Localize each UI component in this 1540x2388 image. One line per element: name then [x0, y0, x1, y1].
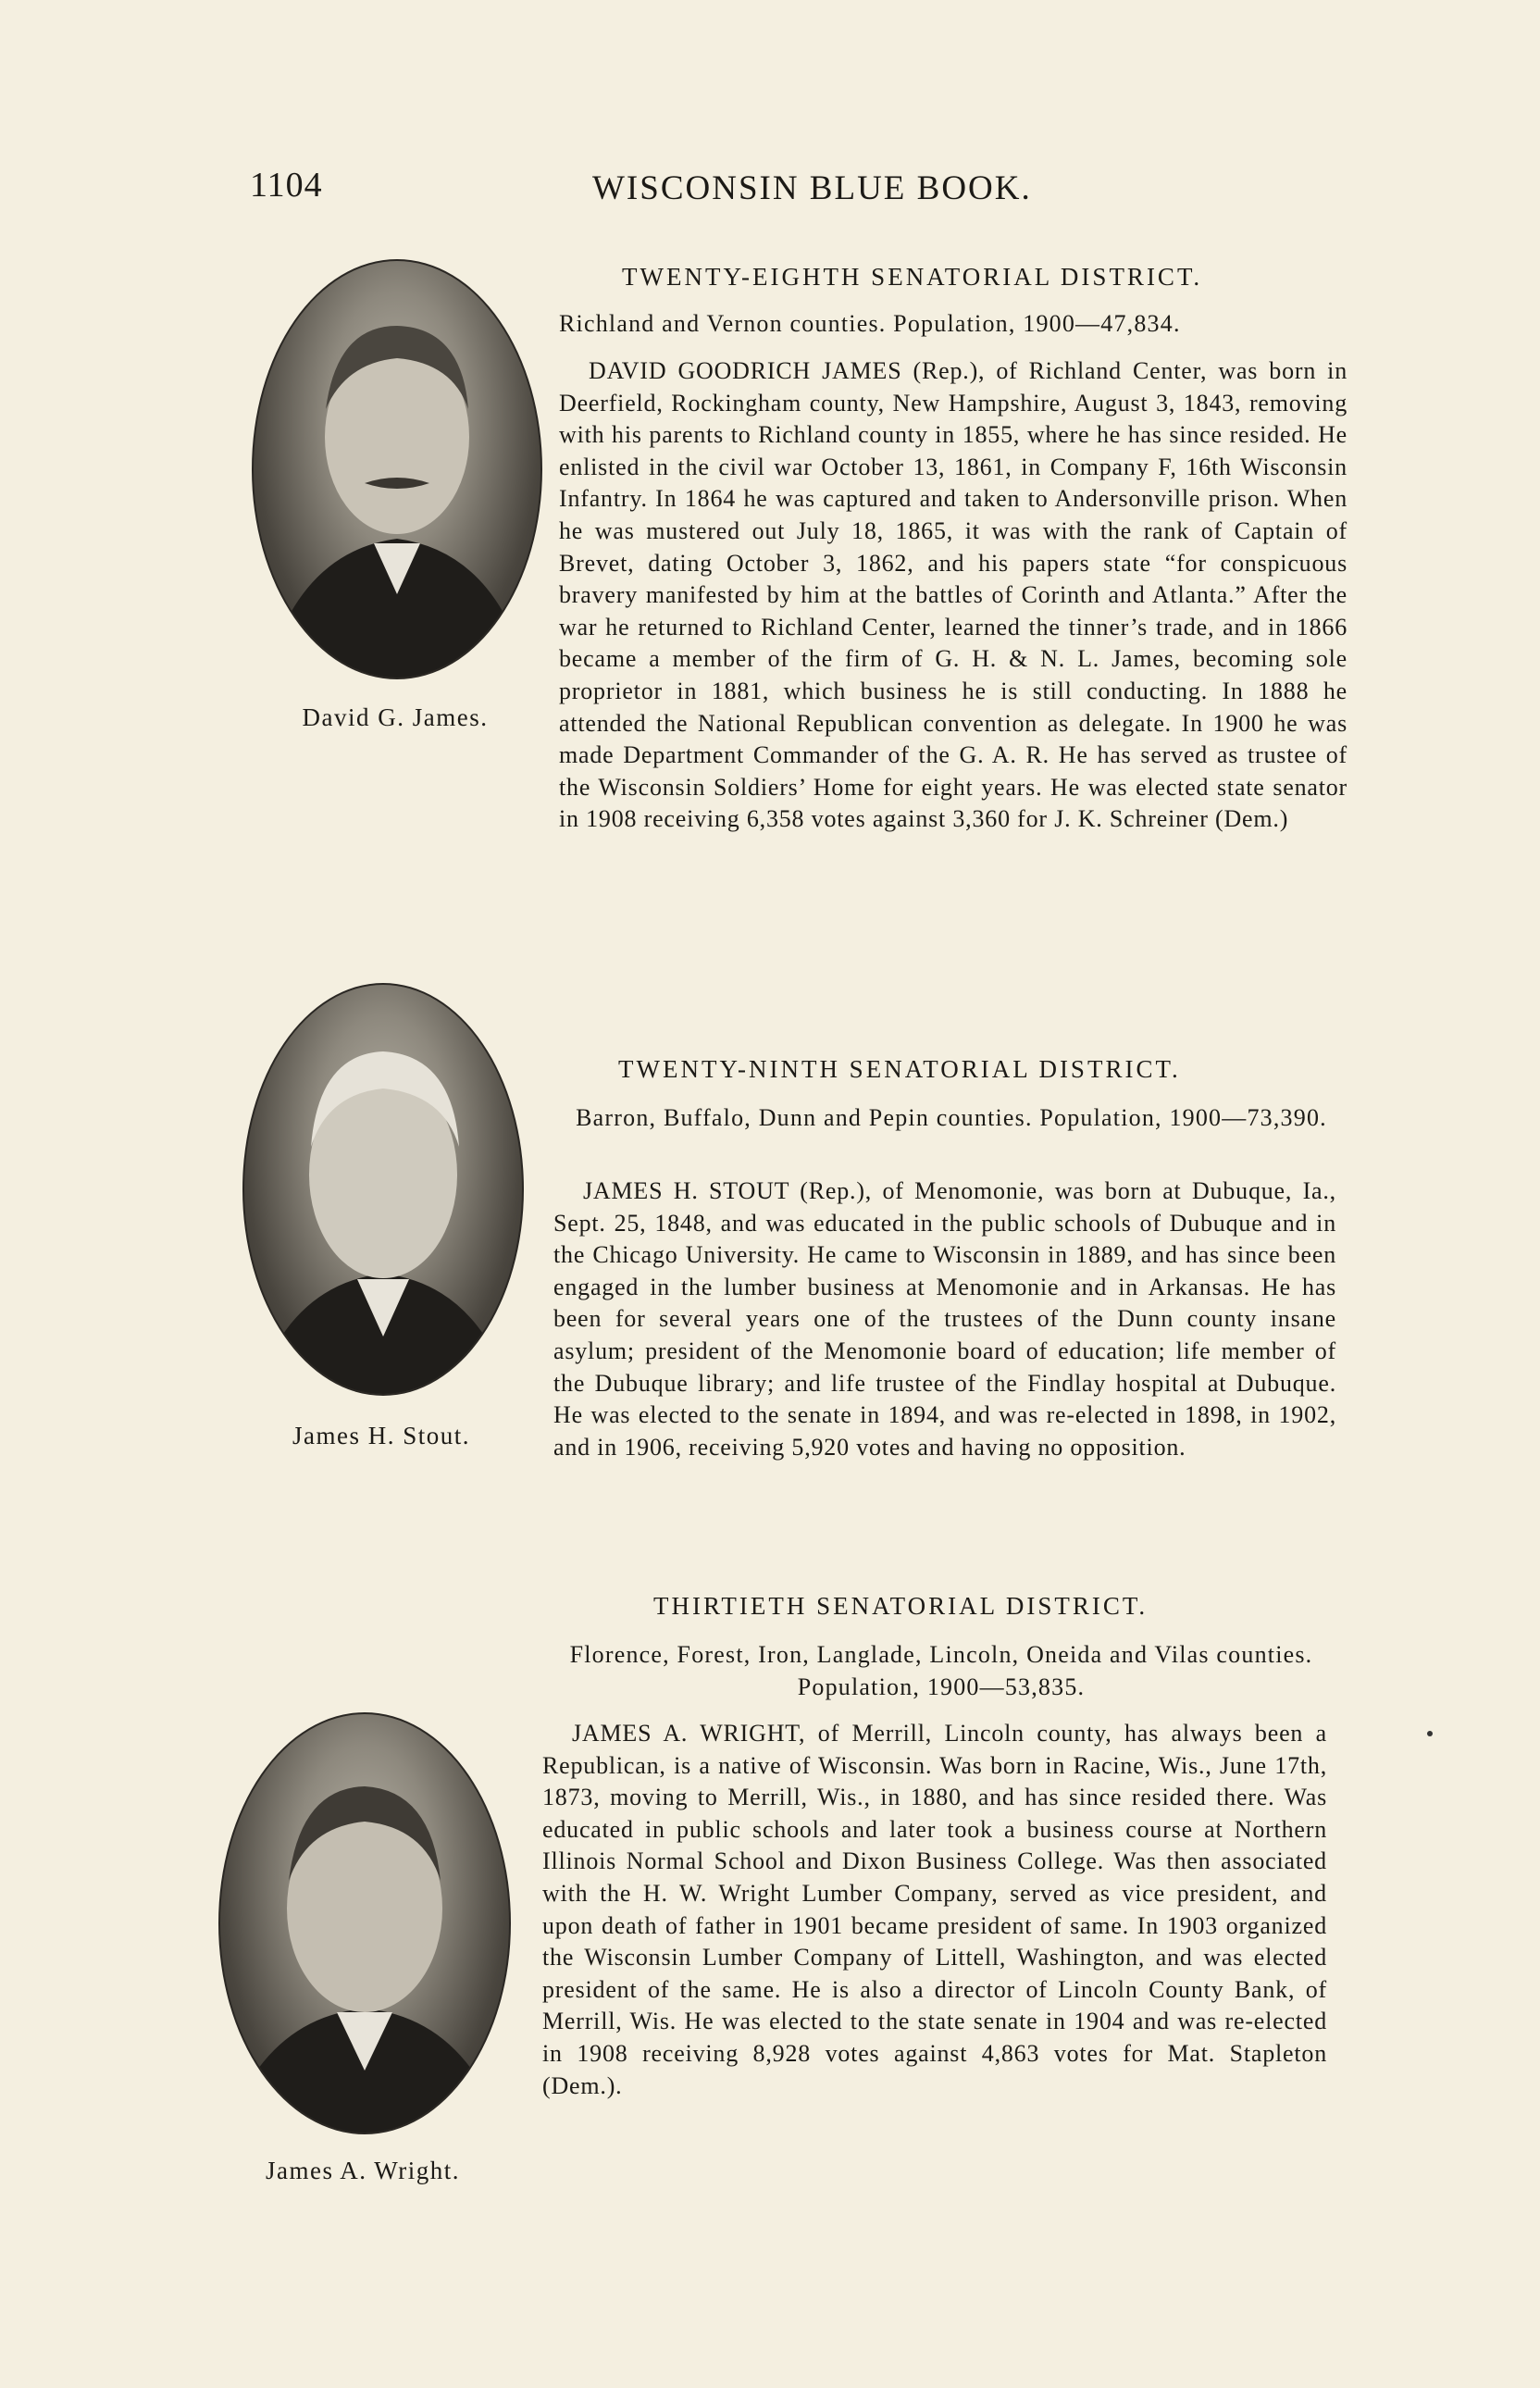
portrait-caption-james-a-wright: James A. Wright.: [266, 2157, 460, 2184]
biography-james-h-stout: JAMES H. STOUT (Rep.), of Menomonie, was born at Dubuque, Ia., Sept. 25, 1848, and was educated in the public schools of Dubuque and in the Chicago University. He came to Wisconsin in 1889, and has since been engaged in the lumber business at Menomonie and in Arkansas. He has been for several years one of the trustees of the Dunn county insane asylum; president of the Menomonie board of education; life member of the Dubuque library; and life trustee of the Findlay hospital at Dubuque. He was elected to the senate in 1894, and was re-elected in 1898, in 1902, and in 1906, receiving 5,920 votes and having no opposition.: [553, 1177, 1336, 1461]
district-counties-28: Richland and Vernon counties. Population, 1900—47,834.: [559, 310, 1181, 337]
portrait-david-g-james: [252, 259, 542, 679]
ink-speck: [1427, 1731, 1433, 1736]
portrait-caption-david-g-james: David G. James.: [302, 703, 489, 731]
portrait-silhouette-icon: [254, 261, 540, 678]
biography-david-g-james: DAVID GOODRICH JAMES (Rep.), of Richland Center, was born in Deerfield, Rockingham county, New Hampshire, August 3, 1843, removing with his parents to Richland county in 1855, where he has since resided. He enlisted in the civil war October 13, 1861, in Company F, 16th Wisconsin Infantry. In 1864 he was captured and taken to Andersonville prison. When he was mustered out July 18, 1865, it was with the rank of Captain of Brevet, dating October 3, 1862, and his papers state “for conspicuous bravery manifested by him at the battles of Corinth and Atlanta.” After the war he returned to Richland Center, learned the tinner’s trade, and in 1866 became a member of the firm of G. H. & N. L. James, becoming sole proprietor in 1881, which business he is still conducting. In 1888 he attended the National Republican convention as delegate. In 1900 he was made Department Commander of the G. A. R. He has served as trustee of the Wisconsin Soldiers’ Home for eight years. He was elected state senator in 1908 receiving 6,358 votes against 3,360 for J. K. Schreiner (Dem.): [559, 357, 1348, 833]
portrait-silhouette-icon: [244, 985, 522, 1394]
district-heading-28: TWENTY-EIGHTH SENATORIAL DISTRICT.: [622, 263, 1203, 291]
district-counties-29: Barron, Buffalo, Dunn and Pepin counties. Population, 1900—73,390.: [576, 1104, 1327, 1131]
portrait-caption-james-h-stout: James H. Stout.: [292, 1422, 470, 1449]
biography-james-a-wright: JAMES A. WRIGHT, of Merrill, Lincoln county, has always been a Republican, is a native of Wisconsin. Was born in Racine, Wis., June 17th, 1873, moving to Merrill, Wis., in 1880, and has since resided there. Was educated in public schools and later took a business course at Northern Illinois Normal School and Dixon Business College. Was then associated with the H. W. Wright Lumber Company, served as vice president, and upon death of father in 1901 became president of same. In 1903 organized the Wisconsin Lumber Company of Littell, Washington, and was elected president of the same. He is also a director of Lincoln County Bank, of Merrill, Wis. He was elected to the state senate in 1904 and was re-elected in 1908 receiving 8,928 votes against 4,863 votes for Mat. Stapleton (Dem.).: [542, 1720, 1327, 2099]
page-number: 1104: [250, 166, 323, 205]
district-counties-30: Florence, Forest, Iron, Langlade, Lincoln, Oneida and Vilas counties. Population, 1900—53,835.: [569, 1641, 1313, 1700]
portrait-james-h-stout: [242, 983, 524, 1396]
district-heading-30: THIRTIETH SENATORIAL DISTRICT.: [653, 1592, 1149, 1620]
portrait-james-a-wright: [218, 1712, 511, 2134]
portrait-silhouette-icon: [220, 1714, 509, 2133]
district-heading-29: TWENTY-NINTH SENATORIAL DISTRICT.: [618, 1055, 1181, 1083]
book-title: WISCONSIN BLUE BOOK.: [592, 169, 1032, 207]
